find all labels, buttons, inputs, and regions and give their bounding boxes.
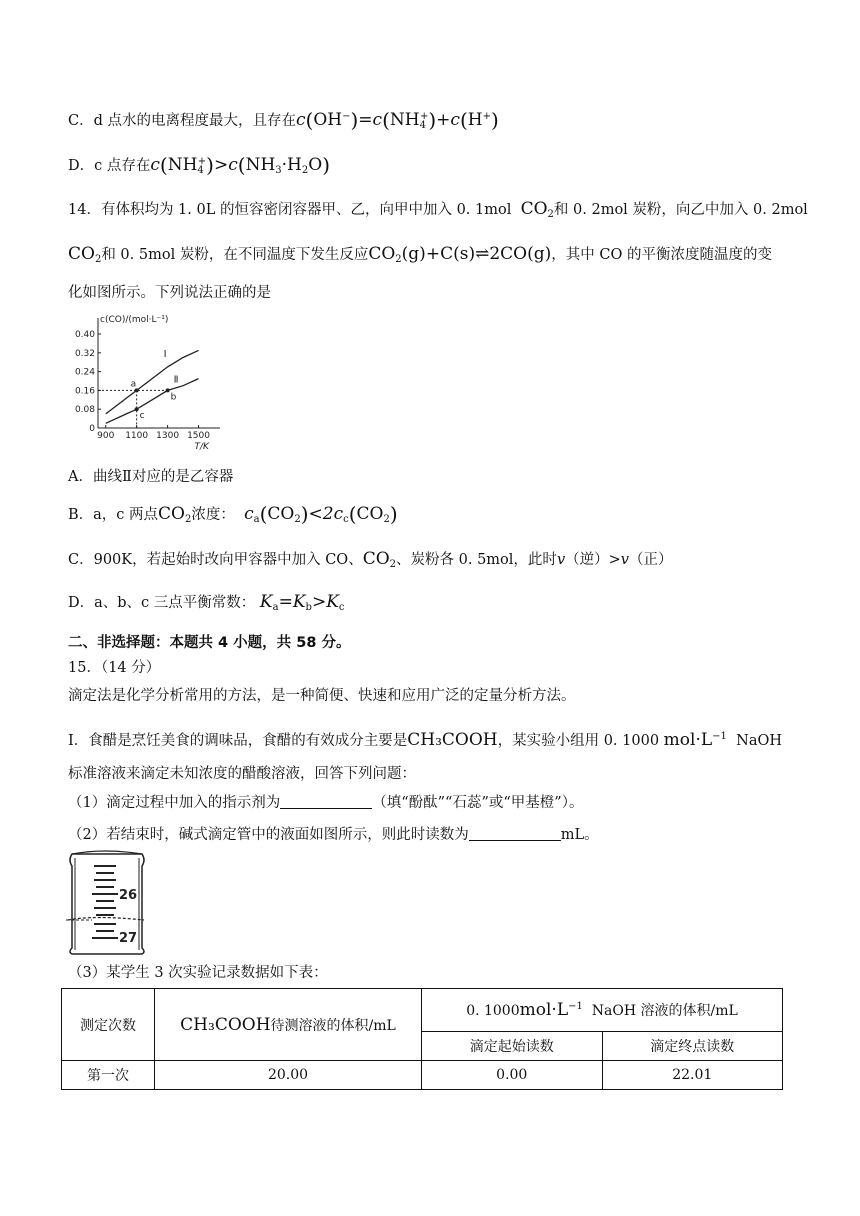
point-label-b: b xyxy=(170,392,177,403)
q15-part1-line2: 标准溶液来滴定未知浓度的醋酸溶液，回答下列问题： xyxy=(68,766,416,782)
y-tick-label: 0 xyxy=(89,424,95,434)
burette-label-27: 27 xyxy=(119,931,138,946)
q13-option-d: D．c 点存在$c(NH_4^+)>c(NH_3\cdot H_2O)$ xyxy=(68,153,331,177)
burette-image xyxy=(64,848,148,958)
q14-stem-line3: 化如图所示。下列说法正确的是 xyxy=(68,285,271,301)
q15-part1-line1: Ⅰ．食醋是烹饪美食的调味品，食醋的有效成分主要是CH₃COOH，某实验小组用 0. 1000 $mol\cdot L^{-1}$ NaOH xyxy=(68,730,783,750)
header-acid-volume: CH₃COOH待测溶液的体积/mL xyxy=(155,989,422,1061)
y-tick-label: 0.32 xyxy=(74,348,95,359)
x-tick-label: 1500 xyxy=(187,431,210,441)
header-trial: 测定次数 xyxy=(62,989,155,1061)
section-heading: 二、非选择题：本题共 4 小题，共 58 分。 xyxy=(68,635,351,651)
q13-option-c: C．d 点水的电离程度最大，且存在$c(OH^-)=c(NH_4^+)+c(H^+)$ xyxy=(68,108,499,132)
series-line-1 xyxy=(106,350,199,413)
q15-sub2: （2）若结束时，碱式滴定管中的液面如图所示，则此时读数为 mL。 xyxy=(68,827,599,843)
series-line-2 xyxy=(106,379,199,424)
header-start-reading: 滴定起始读数 xyxy=(422,1032,603,1061)
q15-heading: 15．（14 分） xyxy=(68,660,161,676)
q14-option-b: B．a，c 两点$CO_2$浓度： $c_a(CO_2)<2c_c(CO_2)$ xyxy=(68,502,398,526)
y-tick-label: 0.24 xyxy=(74,367,95,378)
answer-blank-2[interactable] xyxy=(469,826,561,841)
q14-stem-line1: 14．有体积均为 1. 0L 的恒容密闭容器甲、乙，向甲中加入 0. 1mol $CO_2$和 0. 2mol 炭粉，向乙中加入 0. 2mol xyxy=(68,199,808,220)
point-label-a: a xyxy=(130,379,137,390)
q15-sub1: （1）滴定过程中加入的指示剂为 （填“酚酞”“石蕊”或“甲基橙”）。 xyxy=(68,795,584,811)
q15-sub3: （3）某学生 3 次实验记录数据如下表： xyxy=(68,965,328,981)
co-concentration-chart xyxy=(64,310,224,450)
q15-intro: 滴定法是化学分析常用的方法，是一种简便、快速和应用广泛的定量分析方法。 xyxy=(68,688,576,704)
point-c xyxy=(135,407,139,411)
series-label: Ⅰ xyxy=(163,348,167,360)
y-tick-label: 0.16 xyxy=(74,386,95,397)
y-tick-label: 0.08 xyxy=(74,405,95,416)
answer-blank-1[interactable] xyxy=(280,794,372,809)
x-axis-label: T/K xyxy=(194,442,209,450)
table-row: 第一次 20.00 0.00 22.01 xyxy=(62,1061,783,1090)
x-tick-label: 1300 xyxy=(156,431,180,441)
x-tick-label: 900 xyxy=(97,431,115,441)
burette-label-26: 26 xyxy=(119,888,138,903)
series-label: Ⅱ xyxy=(173,374,179,386)
q14-option-a: A．曲线Ⅱ对应的是乙容器 xyxy=(68,469,234,485)
header-naoh-volume: 0. $1000mol\cdot L^{-1}$ NaOH 溶液的体积/mL xyxy=(422,989,783,1032)
q14-stem-line2: $CO_2$和 0. 5mol 炭粉，在不同温度下发生反应$CO_2(g)+C(s)\rightleftharpoons 2CO(g)$，其中 CO 的平衡浓度随温度的变 xyxy=(68,244,772,265)
y-tick-label: 0.40 xyxy=(74,330,95,340)
point-label-c: c xyxy=(139,411,145,422)
q14-option-c: C．900K，若起始时改向甲容器中加入 CO、$CO_2$、炭粉各 0. 5mol，此时v（逆）>v（正） xyxy=(68,549,673,570)
q14-option-d: D．a、b、c 三点平衡常数： $K_a=K_b>K_c$ xyxy=(68,592,345,613)
titration-table xyxy=(61,988,783,1090)
header-end-reading: 滴定终点读数 xyxy=(602,1032,783,1061)
y-axis-label: c(CO)/(mol·L⁻¹) xyxy=(100,315,169,325)
x-tick-label: 1100 xyxy=(125,431,149,441)
point-b xyxy=(166,388,170,392)
